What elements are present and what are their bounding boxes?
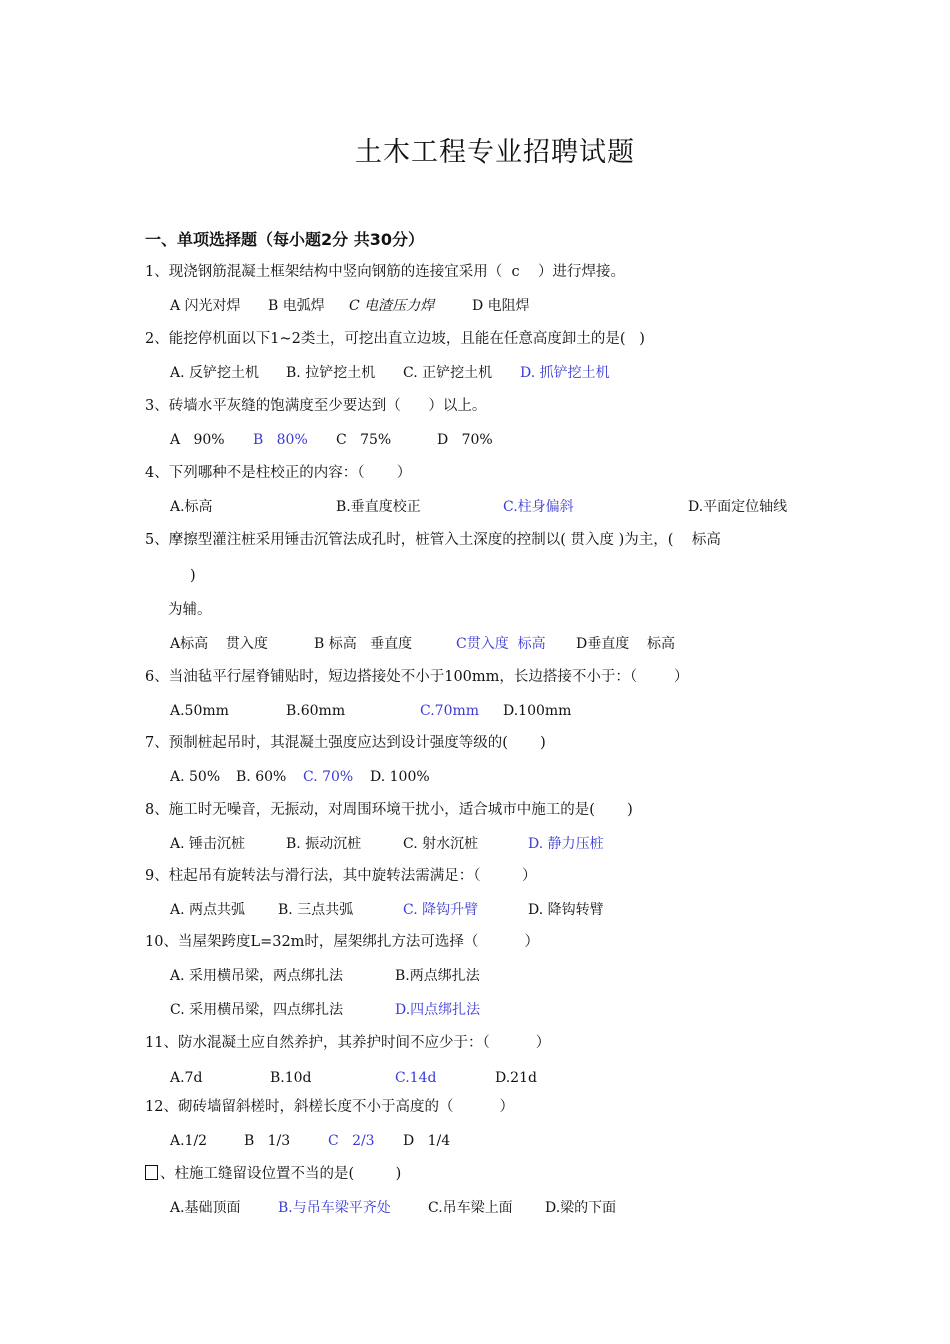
q4-option-b: B.垂直度校正 [336,499,421,515]
q10-option-a: A. 采用横吊梁，两点绑扎法 [170,968,344,984]
page-title: 土木工程专业招聘试题 [355,137,635,168]
q11-option-d: D.21d [495,1070,537,1086]
q5-option-b: B 标高 垂直度 [314,636,413,652]
q9-option-d: D. 降钩转臂 [528,902,604,918]
q4-option-a: A.标高 [170,499,213,515]
q7-option-a: A. 50% [170,769,221,785]
q11-option-c: C.14d [395,1070,437,1086]
q9-option-b: B. 三点共弧 [278,902,354,918]
q1-option-a: A 闪光对焊 [170,298,241,314]
question-1: 1、现浇钢筋混凝土框架结构中竖向钢筋的连接宜采用（ c ）进行焊接。 [145,264,625,280]
q12-option-c: C 2/3 [328,1133,375,1149]
q12-option-d: D 1/4 [403,1133,451,1149]
q3-option-b: B 80% [253,432,308,448]
q8-option-d: D. 静力压桩 [528,836,604,852]
q10-option-d: D.四点绑扎法 [395,1002,481,1018]
q2-option-c: C. 正铲挖土机 [403,365,493,381]
q7-option-c: C. 70% [303,769,354,785]
question-8: 8、施工时无噪音，无振动，对周围环境干扰小，适合城市中施工的是( ) [145,802,633,818]
q7-option-b: B. 60% [236,769,287,785]
q13-option-b: B.与吊车梁平齐处 [278,1200,391,1216]
question-13 [145,1164,401,1184]
section-heading: 一、单项选择题（每小题2分 共30分） [145,230,424,249]
question-9: 9、柱起吊有旋转法与滑行法，其中旋转法需满足：（ ） [145,868,537,884]
q12-option-a: A.1/2 [170,1133,208,1149]
q7-option-d: D. 100% [370,769,430,785]
q12-option-b: B 1/3 [244,1133,291,1149]
question-5: 5、摩擦型灌注桩采用锤击沉管法成孔时，桩管入土深度的控制以( 贯入度 )为主，( 标高 [145,532,721,548]
q2-option-d: D. 抓铲挖土机 [520,365,610,381]
q8-option-c: C. 射水沉桩 [403,836,479,852]
q10-option-c: C. 采用横吊梁，四点绑扎法 [170,1002,344,1018]
missing-number-box [145,1165,158,1180]
question-4: 4、下列哪种不是柱校正的内容：（ ） [145,465,412,481]
q4-option-d: D.平面定位轴线 [688,499,788,515]
question-12: 12、砌砖墙留斜槎时，斜槎长度不小于高度的（ ） [145,1099,515,1115]
q1-option-d: D 电阻焊 [472,298,530,314]
question-6: 6、当油毡平行屋脊铺贴时，短边搭接处不小于100mm，长边搭接不小于：（ ） [145,669,689,685]
q1-option-b: B 电弧焊 [268,298,325,314]
question-7: 7、预制桩起吊时，其混凝土强度应达到设计强度等级的( ) [145,735,546,751]
q6-option-a: A.50mm [170,703,229,719]
q5-option-c: C贯入度 标高 [456,636,546,652]
q5-option-d: D垂直度 标高 [576,636,676,652]
q9-option-c: C. 降钩升臂 [403,902,479,918]
q8-option-a: A. 锤击沉桩 [170,836,246,852]
q13-option-a: A.基础顶面 [170,1200,241,1216]
q6-option-d: D.100mm [503,703,572,719]
question-11: 11、防水混凝土应自然养护，其养护时间不应少于：（ ） [145,1035,551,1051]
q1-option-c: C 电渣压力焊 [349,298,435,314]
q3-option-d: D 70% [437,432,493,448]
q11-option-a: A.7d [170,1070,203,1086]
question-10: 10、当屋架跨度L=32m时，屋架绑扎方法可选择（ ） [145,934,540,950]
q2-option-a: A. 反铲挖土机 [170,365,260,381]
q6-option-b: B.60mm [286,703,346,719]
q6-option-c: C.70mm [420,703,480,719]
q2-option-b: B. 拉铲挖土机 [286,365,376,381]
q4-option-c: C.柱身偏斜 [503,499,574,515]
q9-option-a: A. 两点共弧 [170,902,246,918]
q5-continuation: 为辅。 [168,602,212,618]
q13-option-d: D.梁的下面 [545,1200,617,1216]
question-13-text: 、柱施工缝留设位置不当的是( ) [160,1166,402,1182]
q3-option-c: C 75% [336,432,392,448]
q5-paren: ) [190,568,196,584]
q10-option-b: B.两点绑扎法 [395,968,480,984]
q5-option-a: A标高 贯入度 [170,636,268,652]
question-2: 2、能挖停机面以下1~2类土，可挖出直立边坡，且能在任意高度卸土的是( ) [145,331,645,347]
q3-option-a: A 90% [170,432,225,448]
q13-option-c: C.吊车梁上面 [428,1200,513,1216]
question-3: 3、砖墙水平灰缝的饱满度至少要达到（ ）以上。 [145,398,487,414]
q11-option-b: B.10d [270,1070,312,1086]
q8-option-b: B. 振动沉桩 [286,836,362,852]
